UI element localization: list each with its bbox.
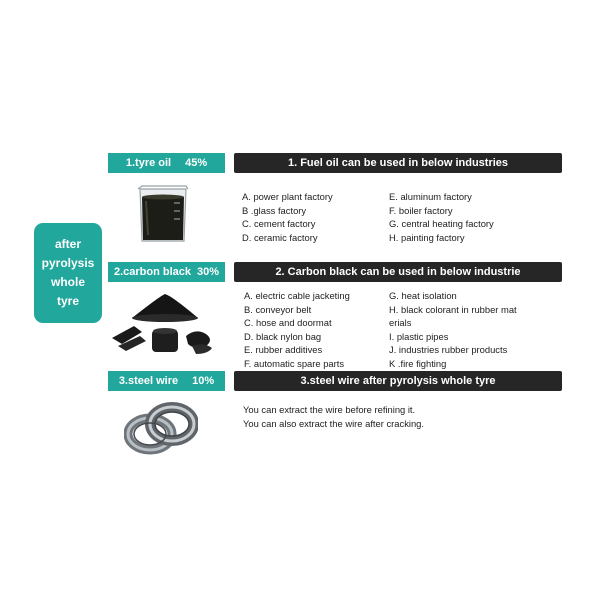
tag-name: 1.tyre oil xyxy=(125,157,172,169)
tag-name: 3.steel wire xyxy=(118,375,179,387)
tag-percent: 45% xyxy=(185,157,208,169)
note-line: You can also extract the wire after cracking. xyxy=(243,417,424,429)
list-item: B. conveyor belt xyxy=(244,303,312,315)
list-item: H. black colorant in rubber mat xyxy=(389,303,517,315)
tag-carbon-black xyxy=(108,262,225,282)
list-item: B .glass factory xyxy=(242,204,307,216)
side-label-box xyxy=(34,223,102,323)
section-heading-steel-wire: 3.steel wire after pyrolysis whole tyre xyxy=(234,371,562,391)
carbon-black-uses-right xyxy=(389,289,517,371)
fuel-oil-uses-right xyxy=(389,190,494,244)
carbon-black-image xyxy=(110,290,220,360)
fuel-oil-uses-left xyxy=(242,190,333,244)
side-label-line: whole xyxy=(50,275,85,289)
steel-wire-notes xyxy=(243,403,424,430)
list-item: H. painting factory xyxy=(389,231,465,243)
list-item: G. heat isolation xyxy=(389,290,457,301)
list-item: C. hose and doormat xyxy=(244,317,332,329)
oil-beaker-image xyxy=(132,183,194,245)
side-label-line: after xyxy=(54,237,81,251)
list-item: A. power plant factory xyxy=(242,191,333,202)
list-item: D. black nylon bag xyxy=(244,330,322,342)
list-item: E. rubber additives xyxy=(244,344,323,356)
list-item: D. ceramic factory xyxy=(242,231,318,243)
side-label-line: pyrolysis xyxy=(41,256,95,270)
list-item: C. cement factory xyxy=(242,218,316,230)
carbon-black-uses-left xyxy=(244,289,350,371)
tag-tyre-oil xyxy=(108,153,225,173)
note-line: You can extract the wire before refining it. xyxy=(243,404,416,415)
list-item: F. automatic spare parts xyxy=(244,357,345,369)
steel-wire-image xyxy=(124,398,198,458)
list-item: G. central heating factory xyxy=(389,218,494,230)
tag-percent: 30% xyxy=(197,266,220,278)
section-heading-carbon-black: 2. Carbon black can be used in below industrie xyxy=(234,262,562,282)
list-item: J. industries rubber products xyxy=(389,344,508,356)
list-item: E. aluminum factory xyxy=(389,191,472,202)
section-heading-fuel-oil: 1. Fuel oil can be used in below industries xyxy=(234,153,562,173)
tag-name: 2.carbon black xyxy=(113,266,191,278)
list-item: F. boiler factory xyxy=(389,204,453,216)
tag-percent: 10% xyxy=(192,375,215,387)
list-item: I. plastic pipes xyxy=(389,330,449,342)
tag-steel-wire xyxy=(108,371,225,391)
list-item: K .fire fighting xyxy=(389,357,447,369)
list-item: A. electric cable jacketing xyxy=(244,290,350,301)
list-item: erials xyxy=(389,317,412,329)
side-label-line: tyre xyxy=(56,294,79,308)
